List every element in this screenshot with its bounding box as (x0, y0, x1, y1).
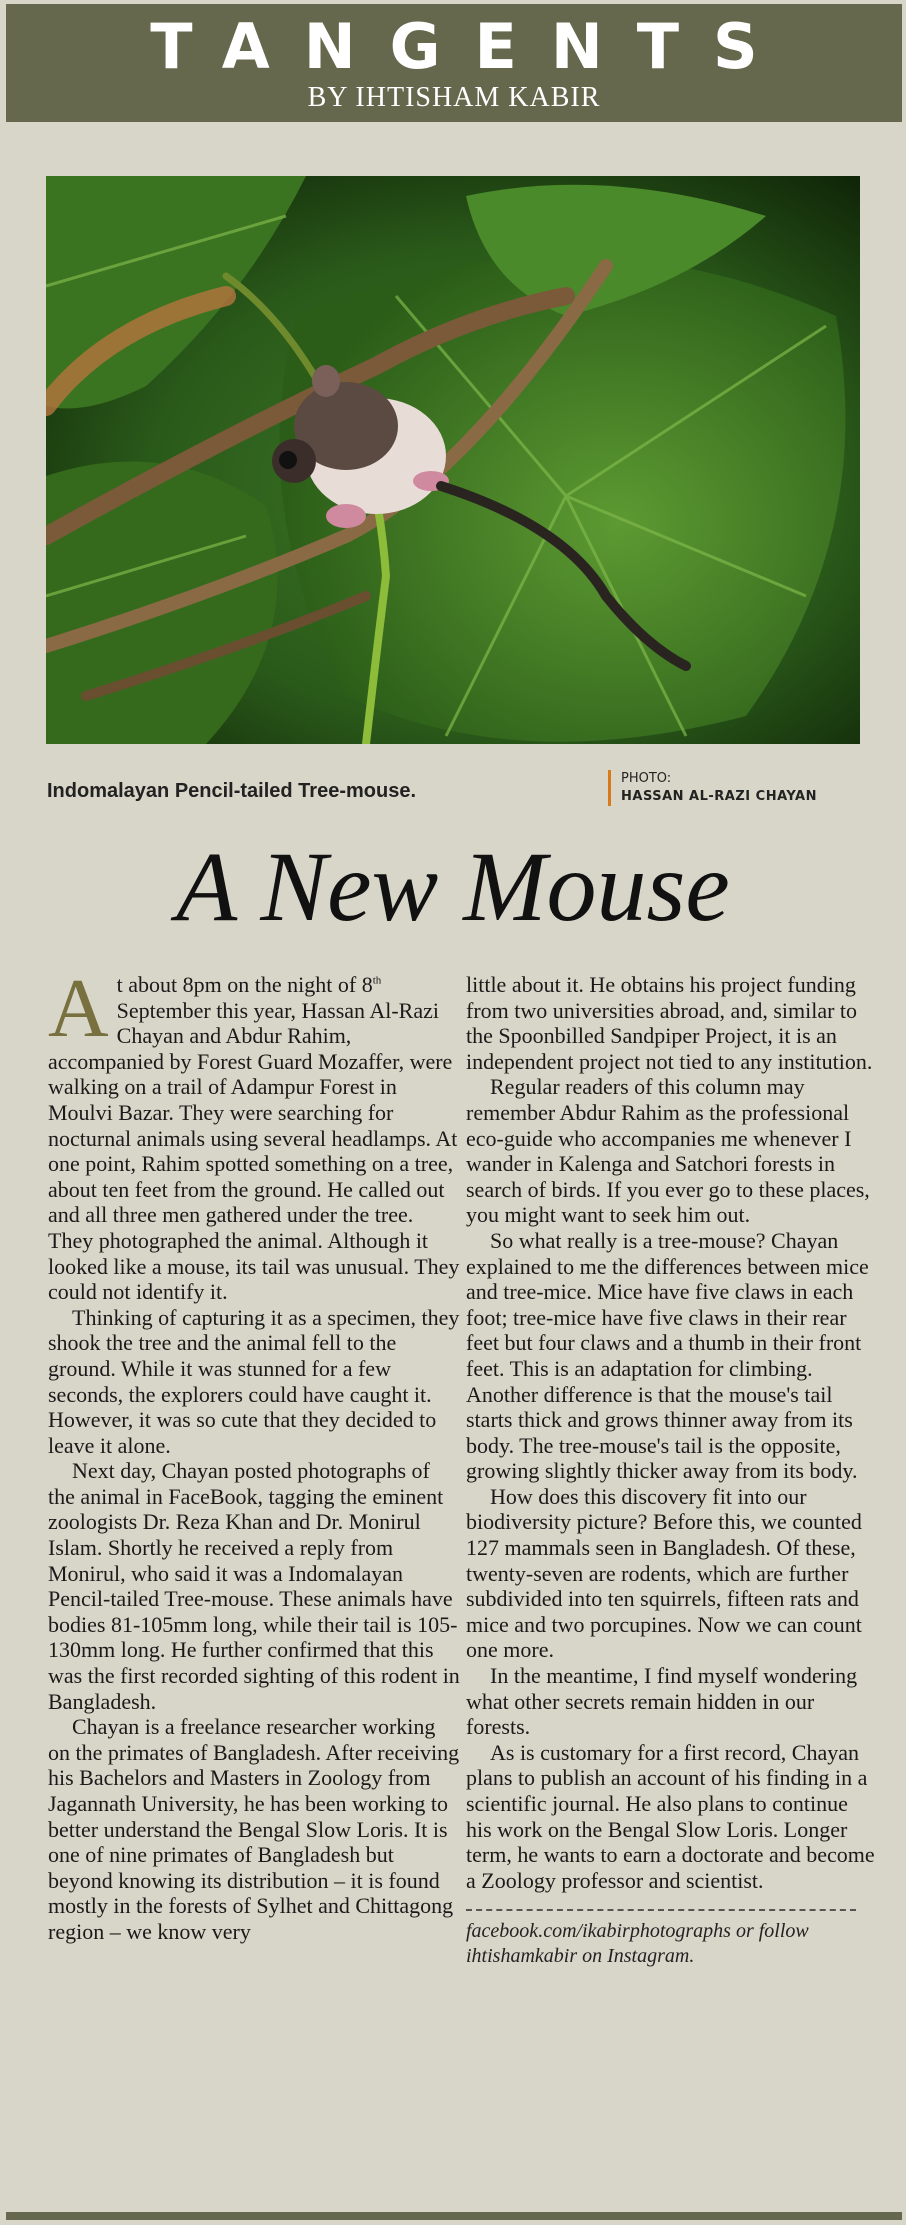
author-byline: BY IHTISHAM KABIR (307, 82, 601, 113)
photo-caption: Indomalayan Pencil-tailed Tree-mouse. (47, 780, 417, 802)
photo-credit-name: HASSAN AL-RAZI CHAYAN (621, 789, 817, 804)
paragraph-7: How does this discovery fit into our biodiversity picture? Before this, we counted 127 mammals seen in Bangladesh. Of these, twenty-seven are rodents, which are further subdivided into ten squirrels, fifteen rats and mice and two porcupines. Now we can count one more. (466, 1483, 862, 1663)
article-column-right (466, 972, 878, 1969)
paragraph-8: In the meantime, I find myself wondering what other secrets remain hidden in our forests. (466, 1663, 858, 1740)
article-headline: A New Mouse (176, 831, 730, 942)
paragraph-1-start: t about 8pm on the night of 8 (116, 972, 373, 997)
photo-credit (608, 770, 817, 806)
column-header (6, 4, 902, 122)
paragraph-2: Thinking of capturing it as a specimen, they shook the tree and the animal fell to the ground. While it was stunned for a few seconds, the explorers could have caught it. However, it was so cute that they decided to leave it alone. (48, 1304, 460, 1458)
paragraph-9: As is customary for a first record, Chayan plans to publish an account of his finding in a scientific journal. He also plans to continue his work on the Bengal Slow Loris. Longer term, he wants to earn a doctorate and become a Zoology professor and scientist. (466, 1739, 875, 1893)
mouse-photo (46, 176, 860, 744)
social-footer: facebook.com/ikabirphotographs or follow ihtishamkabir on Instagram. (466, 1920, 809, 1968)
drop-cap: A (48, 962, 109, 1055)
paragraph-4-part-1: Chayan is a freelance researcher working on the primates of Bangladesh. After receiving his Bachelors and Masters in Zoology from Jagannath University, he has been working to better understand the Bengal Slow Loris. It is one of nine primates of Bangladesh but beyond knowing its distribution – it is found mostly in the forests of Sylhet and Chittagong region – we know very (48, 1714, 460, 1944)
photo-credit-label: PHOTO: (621, 771, 672, 786)
bottom-rule (6, 2212, 902, 2220)
article-column-left (48, 962, 460, 1945)
paragraph-1-rest: September this year, Hassan Al-Razi Chayan and Abdur Rahim, accompanied by Forest Guard Mozaffer, were walking on a trail of Adampur Forest in Moulvi Bazar. They were searching for nocturnal animals using several headlamps. At one point, Rahim spotted something on a tree, about ten feet from the ground. He called out and all three men gathered under the tree. They photographed the animal. Although it looked like a mouse, its tail was unusual. They could not identify it. (48, 997, 460, 1305)
date-superscript: th (372, 974, 382, 987)
column-title: TANGENTS (150, 10, 792, 83)
paragraph-6: So what really is a tree-mouse? Chayan explained to me the differences between mice and tree-mice. Mice have five claws in each foot; tree-mice have five claws in their rear feet but four claws and a thumb in their front feet. This is an adaptation for climbing. Another difference is that the mouse's tail starts thick and grows thinner away from its body. The tree-mouse's tail is the opposite, growing slightly thicker away from its body. (466, 1227, 869, 1484)
paragraph-4-part-2: little about it. He obtains his project funding from two universities abroad, and, similar to the Spoonbilled Sandpiper Project, it is an independent project not tied to any institution. (466, 972, 873, 1074)
paragraph-5: Regular readers of this column may remember Abdur Rahim as the professional eco-guide who accompanies me whenever I wander in Kalenga and Satchori forests in search of birds. If you ever go to these places, you might want to seek him out. (466, 1074, 870, 1228)
paragraph-3: Next day, Chayan posted photographs of the animal in FaceBook, tagging the eminent zoologists Dr. Reza Khan and Dr. Monirul Islam. Shortly he received a reply from Monirul, who said it was a Indomalayan Pencil-tailed Tree-mouse. These animals have bodies 81-105mm long, while their tail is 105-130mm long. He further confirmed that this was the first recorded sighting of this rodent in Bangladesh. (48, 1458, 460, 1714)
footer-divider (466, 1909, 856, 1911)
paragraph-1 (48, 962, 460, 1305)
